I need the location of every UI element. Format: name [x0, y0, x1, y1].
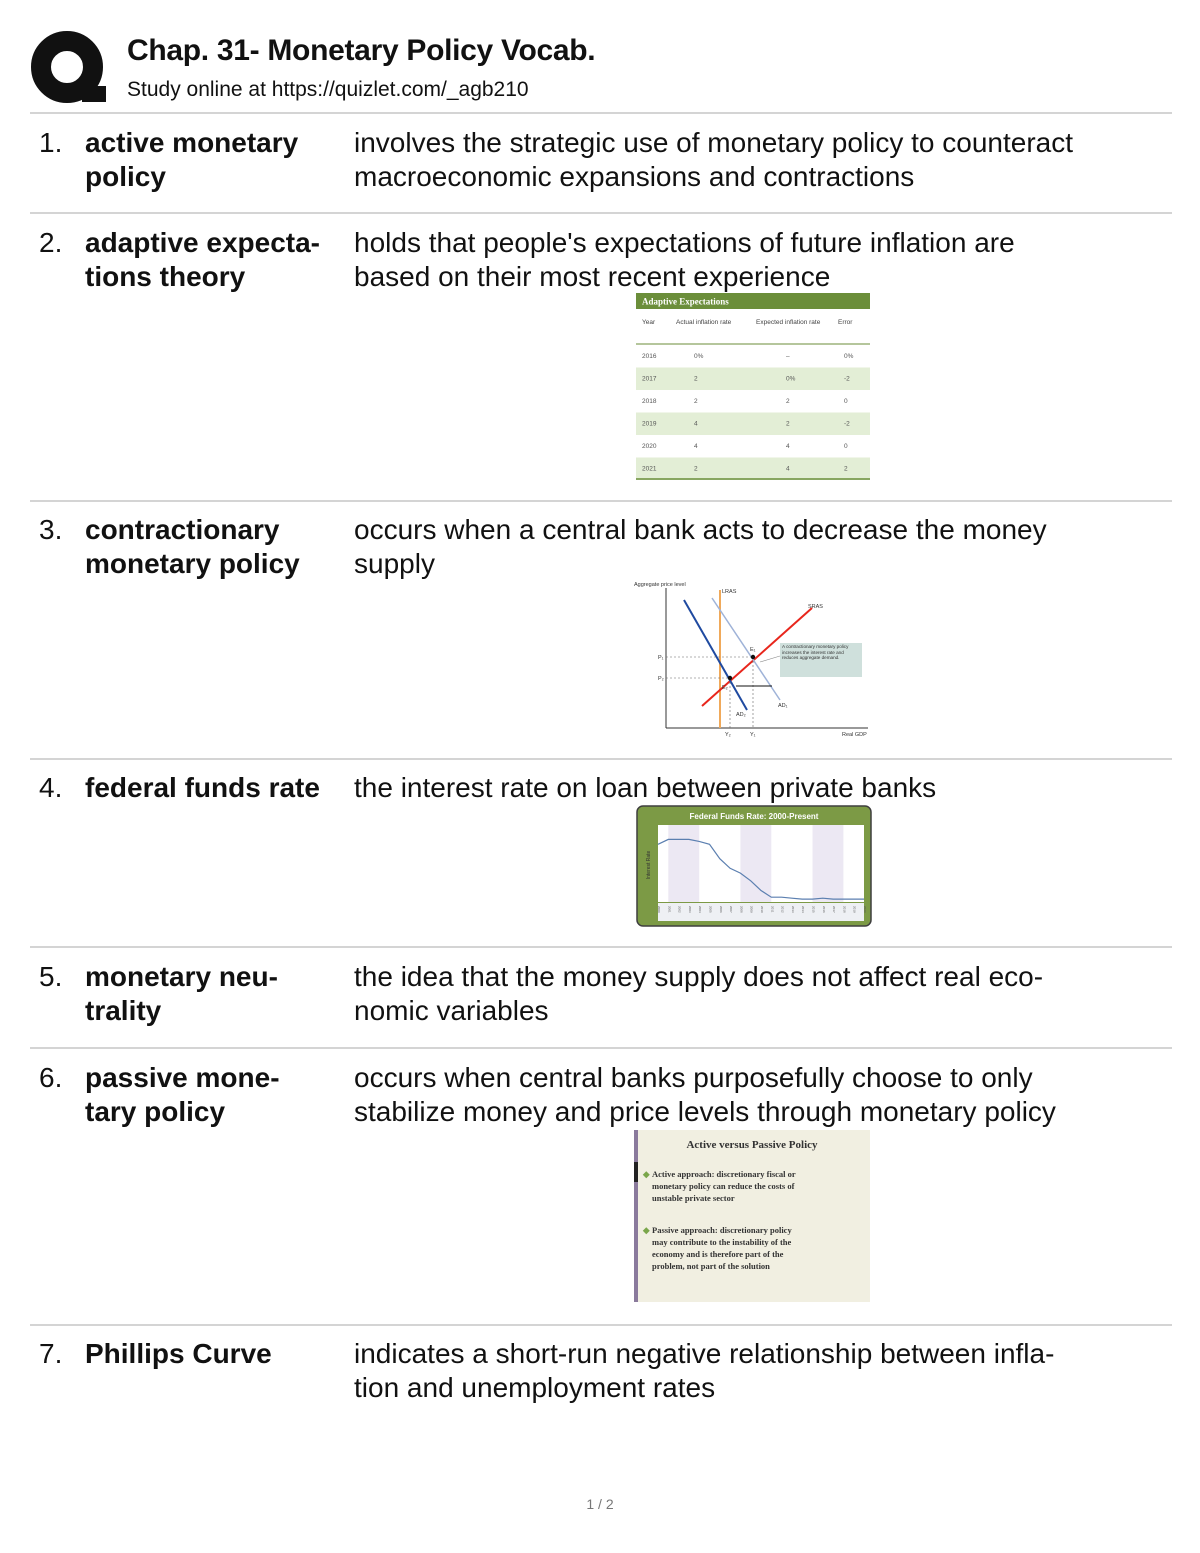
table-cell: 2	[694, 398, 698, 405]
table-cell: 0%	[844, 353, 854, 360]
x-tick-label: 2013	[790, 906, 795, 913]
entry-term: monetary neu- trality	[85, 961, 278, 1026]
x-tick-label: 2002	[677, 906, 682, 913]
shaded-band	[668, 825, 699, 902]
table-cell: 2021	[642, 465, 657, 473]
entry-definition: the interest rate on loan between private banks	[354, 772, 937, 803]
entry-definition: involves the strategic use of monetary policy to counteract macroeconomic expansions and contractions	[354, 127, 1074, 192]
x-tick-label: 2012	[780, 906, 785, 913]
divider	[30, 112, 1172, 114]
e2-label: E₂	[722, 685, 728, 691]
x-tick-label: 2016	[821, 906, 826, 913]
table-cell: 2	[786, 398, 790, 405]
x-tick-label: 2006	[718, 906, 723, 913]
entry-term: contractionary monetary policy	[85, 514, 300, 579]
table-header-error: Error	[838, 319, 853, 326]
federal-funds-rate-chart	[636, 805, 872, 927]
slide-bullet: ◆ Active approach: discretionary fiscal or monetary policy can reduce the costs of unstable private sector	[643, 1169, 796, 1203]
table-cell: 2017	[642, 375, 657, 383]
table-cell: 2	[786, 420, 790, 428]
table-header-year: Year	[642, 319, 656, 326]
divider	[30, 1047, 1172, 1049]
entry-term: passive mone- tary policy	[85, 1062, 280, 1127]
entry-term: Phillips Curve	[85, 1338, 272, 1369]
table-cell: 0	[844, 443, 848, 450]
sras-label: SRAS	[808, 604, 823, 610]
x-tick-label: 2005	[708, 906, 713, 913]
table-header-actual: Actual inflation rate	[676, 319, 732, 326]
table-cell: 2	[844, 465, 848, 473]
divider	[30, 500, 1172, 502]
table-row-shade	[636, 458, 870, 481]
adaptive-expectations-table	[636, 293, 870, 481]
x-tick-label: 2014	[801, 906, 806, 913]
entry-definition: holds that people's expectations of future inflation are based on their most recent experience	[354, 227, 1015, 292]
ad-as-graph	[632, 578, 872, 738]
page-header	[30, 28, 1172, 108]
entry-number: 4.	[39, 772, 63, 803]
x-tick-label: 2004	[698, 906, 703, 913]
table-cell: 4	[786, 443, 790, 450]
x-tick-label: 2003	[687, 906, 692, 913]
active-passive-slide	[634, 1130, 870, 1302]
table-cell: –	[786, 353, 790, 360]
table-cell: 4	[694, 443, 698, 450]
table-title: Adaptive Expectations	[642, 296, 729, 307]
page-number: 1 / 2	[586, 1496, 614, 1512]
shaded-band	[813, 825, 844, 902]
slide-title: Active versus Passive Policy	[686, 1139, 818, 1151]
p1-label: P₁	[658, 655, 664, 661]
x-tick-label: 2015	[811, 906, 816, 913]
table-cell: 4	[694, 420, 698, 428]
table-cell: 4	[786, 465, 790, 473]
ad2-label: AD₂	[736, 712, 746, 718]
entry-number: 5.	[39, 961, 63, 992]
x-tick-label: 2010	[760, 906, 764, 913]
y2-label: Y₂	[725, 732, 731, 738]
page-subtitle: Study online at https://quizlet.com/_agb210	[127, 78, 529, 101]
entry-term: adaptive expecta- tions theory	[85, 227, 320, 292]
entry-number: 1.	[39, 127, 63, 158]
entry-definition: the idea that the money supply does not affect real eco- nomic variables	[354, 961, 1044, 1026]
x-tick-label: 2018	[842, 906, 847, 913]
x-tick-label: 2008	[739, 906, 744, 913]
table-header-expected: Expected inflation rate	[756, 319, 821, 326]
entry-definition: indicates a short-run negative relationship between infla- tion and unemployment rates	[354, 1338, 1055, 1403]
entry-definition: occurs when a central bank acts to decrease the money supply	[354, 514, 1047, 579]
table-cell: 2	[694, 375, 698, 383]
entry-number: 6.	[39, 1062, 63, 1093]
y-axis-label: Aggregate price level	[634, 582, 686, 588]
table-cell: 2020	[642, 443, 657, 450]
chart-ylabel: Interest Rate	[646, 850, 652, 880]
divider	[30, 1324, 1172, 1326]
table-cell: 2016	[642, 353, 657, 360]
entry-number: 2.	[39, 227, 63, 258]
x-axis-label: Real GDP	[842, 732, 867, 738]
table-row-shade	[636, 368, 870, 391]
x-tick-label: 2007	[729, 906, 734, 913]
e1-label: E₁	[750, 647, 756, 653]
table-cell: 0	[844, 398, 848, 405]
chart-title: Federal Funds Rate: 2000-Present	[689, 812, 819, 821]
table-cell: 2019	[642, 420, 657, 428]
y1-label: Y₁	[750, 732, 756, 738]
table-cell: -2	[844, 420, 850, 428]
table-cell: 0%	[786, 375, 796, 383]
divider	[30, 758, 1172, 760]
table-cell: 0%	[694, 353, 704, 360]
x-tick-label: 2019	[852, 906, 857, 913]
x-tick-label: 2017	[832, 906, 837, 913]
lras-label: LRAS	[722, 589, 737, 595]
x-tick-label: 2000	[657, 906, 661, 913]
entry-definition: occurs when central banks purposefully choose to only stabilize money and price levels through monetary policy	[354, 1062, 1056, 1127]
quizlet-logo-icon	[30, 30, 106, 106]
table-row-shade	[636, 413, 870, 436]
divider	[30, 212, 1172, 214]
slide-bullet: ◆ Passive approach: discretionary policy may contribute to the instability of the economy and is therefore part of the problem, not part of the solution	[643, 1225, 792, 1271]
x-tick-label: 2020	[863, 906, 867, 913]
graph-note: A contractionary monetary policy increases the interest rate and reduces aggregate demand.	[782, 644, 849, 661]
x-tick-label: 2009	[749, 906, 754, 913]
entry-term: federal funds rate	[85, 772, 320, 803]
shaded-band	[740, 825, 771, 902]
entry-term: active monetary policy	[85, 127, 299, 192]
table-cell: 2	[694, 465, 698, 473]
p2-label: P₂	[658, 676, 664, 682]
page-title: Chap. 31- Monetary Policy Vocab.	[127, 34, 596, 67]
x-tick-label: 2011	[770, 906, 775, 913]
x-tick-label: 2001	[667, 906, 672, 913]
table-cell: -2	[844, 375, 850, 383]
divider	[30, 946, 1172, 948]
entry-number: 3.	[39, 514, 63, 545]
table-cell: 2018	[642, 398, 657, 405]
entry-number: 7.	[39, 1338, 63, 1369]
ad1-label: AD₁	[778, 703, 788, 709]
